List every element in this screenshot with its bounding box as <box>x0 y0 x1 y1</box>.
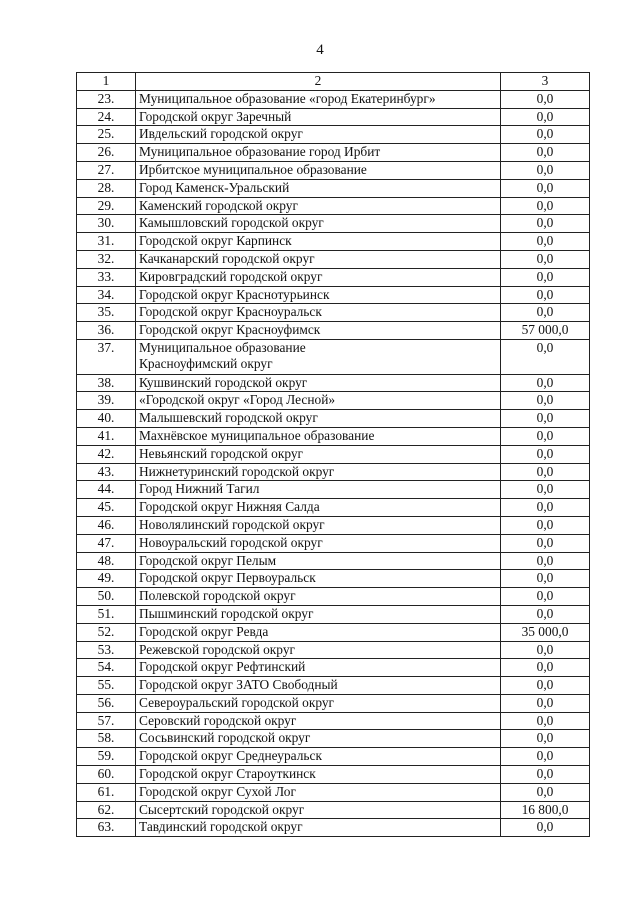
municipality-name-cell: Муниципальное образование Красноуфимский округ <box>136 339 501 374</box>
amount-cell: 0,0 <box>501 783 590 801</box>
row-number-cell: 62. <box>77 801 136 819</box>
table-row <box>77 215 590 233</box>
row-number-cell: 34. <box>77 286 136 304</box>
amount-cell: 0,0 <box>501 677 590 695</box>
row-number-cell: 48. <box>77 552 136 570</box>
table-row <box>77 322 590 340</box>
amount-cell: 0,0 <box>501 392 590 410</box>
amount-cell: 0,0 <box>501 552 590 570</box>
amount-cell: 0,0 <box>501 766 590 784</box>
amount-cell: 0,0 <box>501 233 590 251</box>
table-row <box>77 161 590 179</box>
amount-cell: 0,0 <box>501 659 590 677</box>
amount-cell: 0,0 <box>501 570 590 588</box>
municipality-name-cell: Город Каменск-Уральский <box>136 179 501 197</box>
row-number-cell: 40. <box>77 410 136 428</box>
amount-cell: 0,0 <box>501 730 590 748</box>
amount-cell: 0,0 <box>501 304 590 322</box>
municipality-name-cell: Махнёвское муниципальное образование <box>136 427 501 445</box>
amount-cell: 0,0 <box>501 410 590 428</box>
row-number-cell: 39. <box>77 392 136 410</box>
column-header-number: 1 <box>77 73 136 91</box>
municipality-name-cell: Ирбитское муниципальное образование <box>136 161 501 179</box>
table-row <box>77 179 590 197</box>
municipality-name-cell: Новоуральский городской округ <box>136 534 501 552</box>
row-number-cell: 49. <box>77 570 136 588</box>
table-row <box>77 304 590 322</box>
table-row <box>77 286 590 304</box>
row-number-cell: 51. <box>77 605 136 623</box>
row-number-cell: 32. <box>77 250 136 268</box>
table-row <box>77 588 590 606</box>
row-number-cell: 47. <box>77 534 136 552</box>
row-number-cell: 53. <box>77 641 136 659</box>
table-row <box>77 392 590 410</box>
column-header-value: 3 <box>501 73 590 91</box>
table-row <box>77 268 590 286</box>
row-number-cell: 54. <box>77 659 136 677</box>
amount-cell: 0,0 <box>501 108 590 126</box>
table-row <box>77 126 590 144</box>
table-row <box>77 499 590 517</box>
amount-cell: 0,0 <box>501 339 590 374</box>
column-header-name: 2 <box>136 73 501 91</box>
row-number-cell: 60. <box>77 766 136 784</box>
amount-cell: 0,0 <box>501 534 590 552</box>
municipality-name-cell: Городской округ Пелым <box>136 552 501 570</box>
row-number-cell: 37. <box>77 339 136 374</box>
amount-cell: 0,0 <box>501 445 590 463</box>
table-row <box>77 730 590 748</box>
amount-cell: 16 800,0 <box>501 801 590 819</box>
table-row <box>77 677 590 695</box>
table-row <box>77 819 590 837</box>
amount-cell: 0,0 <box>501 748 590 766</box>
municipality-name-cell: Североуральский городской округ <box>136 694 501 712</box>
municipality-name-cell: Муниципальное образование город Ирбит <box>136 144 501 162</box>
table-row <box>77 641 590 659</box>
table-row <box>77 374 590 392</box>
row-number-cell: 63. <box>77 819 136 837</box>
amount-cell: 0,0 <box>501 126 590 144</box>
municipality-name-cell: Городской округ Карпинск <box>136 233 501 251</box>
row-number-cell: 57. <box>77 712 136 730</box>
table-row <box>77 694 590 712</box>
municipality-name-cell: Новолялинский городской округ <box>136 516 501 534</box>
table-row <box>77 233 590 251</box>
municipality-name-cell: Серовский городской округ <box>136 712 501 730</box>
municipality-name-cell: Городской округ Ревда <box>136 623 501 641</box>
municipality-name-cell: Кушвинский городской округ <box>136 374 501 392</box>
municipality-name-cell: Муниципальное образование «город Екатеринбург» <box>136 90 501 108</box>
table-row <box>77 144 590 162</box>
amount-cell: 0,0 <box>501 605 590 623</box>
row-number-cell: 58. <box>77 730 136 748</box>
table-row <box>77 410 590 428</box>
table-row <box>77 339 590 374</box>
table-row <box>77 90 590 108</box>
amount-cell: 0,0 <box>501 694 590 712</box>
row-number-cell: 41. <box>77 427 136 445</box>
municipality-name-cell: Городской округ Первоуральск <box>136 570 501 588</box>
municipality-name-cell: «Городской округ «Город Лесной» <box>136 392 501 410</box>
row-number-cell: 43. <box>77 463 136 481</box>
amount-cell: 0,0 <box>501 179 590 197</box>
municipality-name-cell: Кировградский городской округ <box>136 268 501 286</box>
table-row <box>77 250 590 268</box>
table-row <box>77 463 590 481</box>
municipality-name-cell: Качканарский городской округ <box>136 250 501 268</box>
row-number-cell: 45. <box>77 499 136 517</box>
amount-cell: 0,0 <box>501 197 590 215</box>
table-row <box>77 516 590 534</box>
amount-cell: 0,0 <box>501 286 590 304</box>
municipality-name-cell: Полевской городской округ <box>136 588 501 606</box>
page-number: 4 <box>316 42 324 58</box>
row-number-cell: 33. <box>77 268 136 286</box>
table-row <box>77 481 590 499</box>
table-row <box>77 534 590 552</box>
amount-cell: 0,0 <box>501 481 590 499</box>
row-number-cell: 46. <box>77 516 136 534</box>
table-row <box>77 197 590 215</box>
amount-cell: 0,0 <box>501 819 590 837</box>
amount-cell: 0,0 <box>501 427 590 445</box>
municipality-name-cell: Городской округ Краснотурьинск <box>136 286 501 304</box>
amount-cell: 0,0 <box>501 641 590 659</box>
amount-cell: 0,0 <box>501 499 590 517</box>
row-number-cell: 55. <box>77 677 136 695</box>
row-number-cell: 23. <box>77 90 136 108</box>
municipality-name-cell: Городской округ Красноуральск <box>136 304 501 322</box>
table-row <box>77 659 590 677</box>
table-row <box>77 766 590 784</box>
amount-cell: 0,0 <box>501 516 590 534</box>
row-number-cell: 52. <box>77 623 136 641</box>
row-number-cell: 38. <box>77 374 136 392</box>
row-number-cell: 28. <box>77 179 136 197</box>
municipality-name-cell: Малышевский городской округ <box>136 410 501 428</box>
table-row <box>77 445 590 463</box>
row-number-cell: 25. <box>77 126 136 144</box>
amount-cell: 0,0 <box>501 268 590 286</box>
municipality-name-cell: Городской округ Староуткинск <box>136 766 501 784</box>
amount-cell: 0,0 <box>501 250 590 268</box>
municipality-name-cell: Режевской городской округ <box>136 641 501 659</box>
row-number-cell: 26. <box>77 144 136 162</box>
municipality-name-cell: Городской округ Красноуфимск <box>136 322 501 340</box>
municipality-name-cell: Городской округ Среднеуральск <box>136 748 501 766</box>
row-number-cell: 61. <box>77 783 136 801</box>
row-number-cell: 44. <box>77 481 136 499</box>
table-row <box>77 605 590 623</box>
municipality-name-cell: Сысертский городской округ <box>136 801 501 819</box>
municipality-name-cell: Ивдельский городской округ <box>136 126 501 144</box>
amount-cell: 0,0 <box>501 90 590 108</box>
amount-cell: 0,0 <box>501 712 590 730</box>
municipality-name-cell: Город Нижний Тагил <box>136 481 501 499</box>
municipality-name-cell: Тавдинский городской округ <box>136 819 501 837</box>
table-row <box>77 108 590 126</box>
amount-cell: 0,0 <box>501 588 590 606</box>
table-row <box>77 623 590 641</box>
row-number-cell: 31. <box>77 233 136 251</box>
amount-cell: 0,0 <box>501 144 590 162</box>
row-number-cell: 29. <box>77 197 136 215</box>
row-number-cell: 56. <box>77 694 136 712</box>
table-header-row <box>77 73 590 91</box>
amount-cell: 0,0 <box>501 215 590 233</box>
table-row <box>77 801 590 819</box>
table-row <box>77 748 590 766</box>
row-number-cell: 50. <box>77 588 136 606</box>
municipality-name-cell: Городской округ Нижняя Салда <box>136 499 501 517</box>
row-number-cell: 42. <box>77 445 136 463</box>
amount-cell: 0,0 <box>501 161 590 179</box>
municipality-name-cell: Городской округ Рефтинский <box>136 659 501 677</box>
amount-cell: 57 000,0 <box>501 322 590 340</box>
row-number-cell: 24. <box>77 108 136 126</box>
row-number-cell: 30. <box>77 215 136 233</box>
table-row <box>77 427 590 445</box>
amount-cell: 0,0 <box>501 463 590 481</box>
municipality-name-cell: Камышловский городской округ <box>136 215 501 233</box>
amount-cell: 0,0 <box>501 374 590 392</box>
municipality-name-cell: Невьянский городской округ <box>136 445 501 463</box>
municipality-name-cell: Нижнетуринский городской округ <box>136 463 501 481</box>
municipality-name-cell: Сосьвинский городской округ <box>136 730 501 748</box>
row-number-cell: 35. <box>77 304 136 322</box>
row-number-cell: 59. <box>77 748 136 766</box>
municipality-name-cell: Городской округ Сухой Лог <box>136 783 501 801</box>
allocation-table <box>76 72 590 837</box>
table-row <box>77 712 590 730</box>
table-row <box>77 570 590 588</box>
row-number-cell: 27. <box>77 161 136 179</box>
municipality-name-cell: Городской округ Заречный <box>136 108 501 126</box>
municipality-name-cell: Каменский городской округ <box>136 197 501 215</box>
table-row <box>77 783 590 801</box>
municipality-name-cell: Городской округ ЗАТО Свободный <box>136 677 501 695</box>
municipality-name-cell: Пышминский городской округ <box>136 605 501 623</box>
table-row <box>77 552 590 570</box>
row-number-cell: 36. <box>77 322 136 340</box>
table-body <box>77 73 590 837</box>
amount-cell: 35 000,0 <box>501 623 590 641</box>
